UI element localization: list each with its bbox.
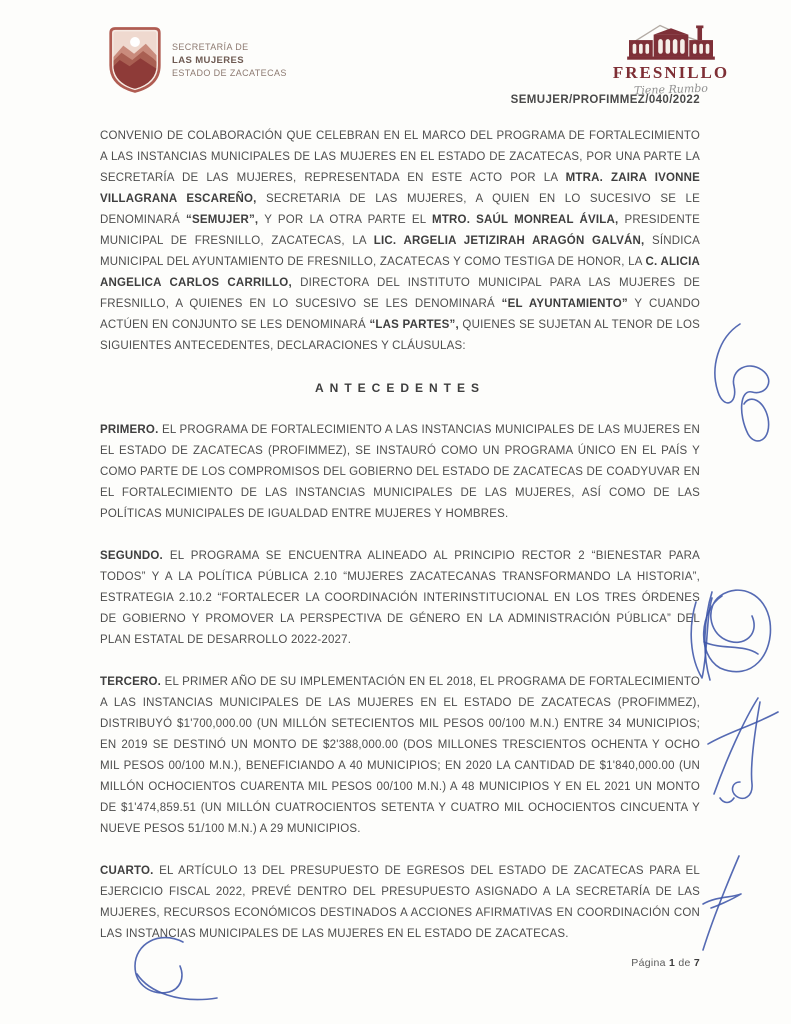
intro-seg-7: LIC. ARGELIA JETIZIRAH ARAGÓN GALVÁN, bbox=[373, 235, 645, 247]
antecedente-cuarto bbox=[100, 861, 700, 945]
antecedente-tercero-text: EL PRIMER AÑO DE SU IMPLEMENTACIÓN EN EL 2018, EL PROGRAMA DE FORTALECIMIENTO A LAS INSTANCIAS MUNICIPALES DE LAS MUJERES EN EL ESTADO DE ZACATECAS (PROFIMMEZ), DISTRIBUYÓ $1'700,000.00 (UN MILLÓN SETECIENTOS MIL PESOS 00/100 M.N.) ENTRE 34 MUNICIPIOS; EN 2019 SE DESTINÓ UN MONTO DE $2'388,000.00 (DOS MILLONES TRESCIENTOS OCHENTA Y OCHO MIL PESOS 00/100 M.N.), BENEFICIANDO A 40 MUNICIPIOS; EN 2020 LA CANTIDAD DE $1'840,000.00 (UN MILLÓN OCHOCIENTOS CUARENTA MIL PESOS 00/100 M.N.) A 48 MUNICIPIOS Y EN EL 2021 UN MONTO DE $1'474,859.51 (UN MILLÓN CUATROCIENTOS SETENTA Y CUATRO MIL OCHOCIENTOS CINCUENTA Y NUEVE PESOS 51/100 M.N.) A 29 MUNICIPIOS. bbox=[100, 676, 700, 835]
municipal-building-icon bbox=[625, 20, 717, 62]
intro-seg-2: SECRETARIA DE LAS MUJERES, A QUIEN EN LO SUCESIVO SE LE DENOMINARÁ bbox=[100, 193, 700, 226]
antecedente-segundo-lead: SEGUNDO. bbox=[100, 550, 163, 562]
antecedente-cuarto-lead: CUARTO. bbox=[100, 865, 154, 877]
intro-seg-1: MTRA. ZAIRA IVONNE VILLAGRANA ESCAREÑO, bbox=[100, 172, 700, 205]
intro-seg-4: Y POR LA OTRA PARTE EL bbox=[258, 214, 433, 226]
antecedente-segundo bbox=[100, 546, 700, 651]
fresnillo-logo bbox=[596, 20, 746, 96]
page-current: 1 bbox=[669, 957, 676, 969]
page-separator: de bbox=[678, 957, 691, 969]
fresnillo-tagline: Tiene Rumbo bbox=[633, 81, 709, 98]
intro-seg-10: DIRECTORA DEL INSTITUTO MUNICIPAL PARA LAS MUJERES DE FRESNILLO, A QUIENES EN LO SUCESIVO SE LES DENOMINARÁ bbox=[100, 277, 700, 310]
intro-seg-5: MTRO. SAÚL MONREAL ÁVILA, bbox=[432, 214, 619, 226]
intro-seg-0: CONVENIO DE COLABORACIÓN QUE CELEBRAN EN EL MARCO DEL PROGRAMA DE FORTALECIMIENTO A LAS INSTANCIAS MUNICIPALES DE LAS MUJERES EN EL ESTADO DE ZACATECAS, POR UNA PARTE LA SECRETARÍA DE LAS MUJERES, REPRESENTADA EN ESTE ACTO POR LA bbox=[100, 130, 700, 184]
logo-line-1: SECRETARÍA DE bbox=[172, 41, 249, 52]
signature-rubric-4 bbox=[695, 852, 753, 958]
intro-seg-8: SÍNDICA MUNICIPAL DEL AYUNTAMIENTO DE FRESNILLO, ZACATECAS Y COMO TESTIGA DE HONOR, LA bbox=[100, 235, 700, 268]
antecedente-tercero bbox=[100, 672, 700, 840]
page-total: 7 bbox=[693, 957, 700, 969]
page-label: Página bbox=[631, 957, 666, 969]
antecedentes-heading: ANTECEDENTES bbox=[314, 381, 485, 395]
signature-rubric-1 bbox=[690, 320, 782, 458]
intro-seg-3: “SEMUJER”, bbox=[186, 214, 259, 226]
signature-rubric-3 bbox=[700, 692, 786, 808]
fresnillo-wordmark: FRESNILLO bbox=[612, 63, 730, 82]
intro-seg-6: PRESIDENTE MUNICIPAL DE FRESNILLO, ZACATECAS, LA bbox=[100, 214, 700, 247]
antecedente-primero-text: EL PROGRAMA DE FORTALECIMIENTO A LAS INSTANCIAS MUNICIPALES DE LAS MUJERES EN EL ESTADO DE ZACATECAS (PROFIMMEZ), SE INSTAURÓ COMO UN PROGRAMA ÚNICO EN EL PAÍS Y COMO PARTE DE LOS COMPROMISOS DEL GOBIERNO DEL ESTADO DE ZACATECAS DE COADYUVAR EN EL FORTALECIMIENTO DE LAS INSTANCIAS MUNICIPALES DE LAS MUJERES, ASÍ COMO DE LAS POLÍTICAS MUNICIPALES DE IGUALDAD ENTRE MUJERES Y HOMBRES. bbox=[100, 424, 700, 520]
intro-paragraph bbox=[100, 126, 700, 357]
intro-seg-12: Y CUANDO ACTÚEN EN CONJUNTO SE LES DENOMINARÁ bbox=[100, 298, 700, 331]
semujer-logo bbox=[108, 26, 287, 94]
shield-mountains-icon bbox=[108, 26, 162, 94]
document-number: SEMUJER/PROFIMMEZ/040/2022 bbox=[510, 94, 700, 106]
intro-seg-13: “LAS PARTES”, bbox=[369, 319, 459, 331]
logo-line-3: ESTADO DE ZACATECAS bbox=[172, 67, 287, 78]
page-number bbox=[631, 957, 700, 969]
logo-line-2: LAS MUJERES bbox=[172, 54, 244, 66]
antecedente-primero-lead: PRIMERO. bbox=[100, 424, 159, 436]
intro-seg-9: C. ALICIA ANGELICA CARLOS CARRILLO, bbox=[100, 256, 700, 289]
intro-seg-11: “EL AYUNTAMIENTO” bbox=[501, 298, 628, 310]
antecedente-segundo-text: EL PROGRAMA SE ENCUENTRA ALINEADO AL PRINCIPIO RECTOR 2 “BIENESTAR PARA TODOS” Y A LA POLÍTICA PÚBLICA 2.10 “MUJERES ZACATECANAS TRANSFORMANDO LA HISTORIA”, ESTRATEGIA 2.10.2 “FORTALECER LA COORDINACIÓN INTERINSTITUCIONAL EN LOS TRES ÓRDENES DE GOBIERNO Y PROMOVER LA PERSPECTIVA DE GÉNERO EN LA ADMINISTRACIÓN PÚBLICA” DEL PLAN ESTATAL DE DESARROLLO 2022-2027. bbox=[100, 550, 700, 646]
antecedente-primero bbox=[100, 420, 700, 525]
document-body bbox=[100, 126, 700, 966]
intro-seg-14: QUIENES SE SUJETAN AL TENOR DE LOS SIGUIENTES ANTECEDENTES, DECLARACIONES Y CLÁUSULAS: bbox=[100, 319, 700, 352]
antecedente-cuarto-text: EL ARTÍCULO 13 DEL PRESUPUESTO DE EGRESOS DEL ESTADO DE ZACATECAS PARA EL EJERCICIO FISCAL 2022, PREVÉ DENTRO DEL PRESUPUESTO ASIGNADO A LA SECRETARÍA DE LAS MUJERES, RECURSOS ECONÓMICOS DESTINADOS A ACCIONES AFIRMATIVAS EN COORDINACIÓN CON LAS INSTANCIAS MUNICIPALES DE LAS MUJERES EN EL ESTADO DE ZACATECAS. bbox=[100, 865, 700, 940]
antecedente-tercero-lead: TERCERO. bbox=[100, 676, 162, 688]
